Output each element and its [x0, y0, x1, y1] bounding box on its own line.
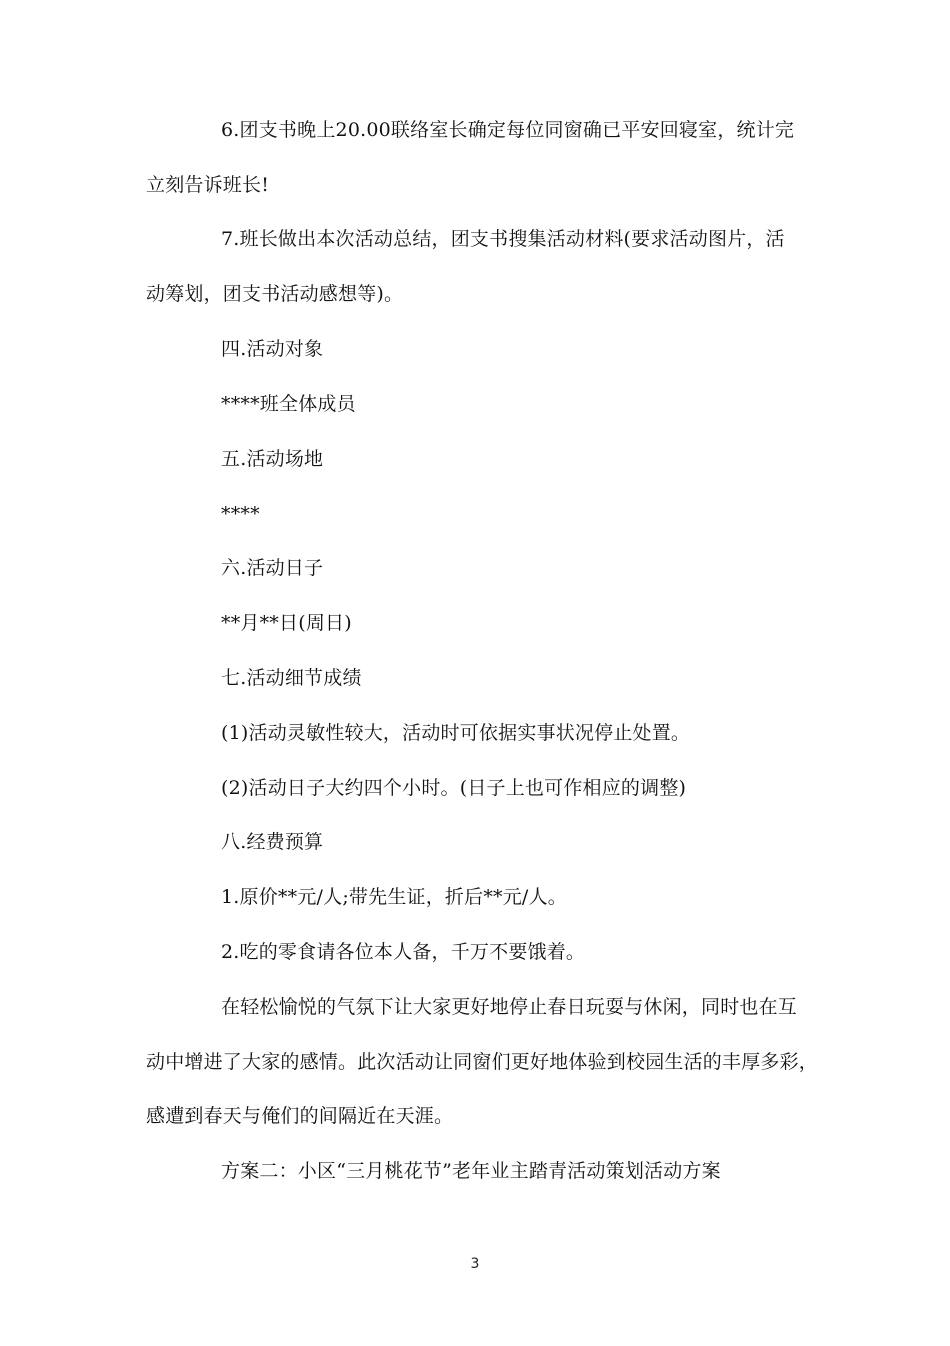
- paragraph-line: (1)活动灵敏性较大，活动时可依据实事状况停止处置。: [221, 722, 691, 744]
- paragraph-line: 1.原价**元/人;带先生证，折后**元/人。: [221, 886, 567, 908]
- section-heading: 六.活动日子: [221, 557, 324, 579]
- paragraph-line: ****: [221, 503, 260, 525]
- paragraph-line: 在轻松愉悦的气氛下让大家更好地停止春日玩耍与休闲，同时也在互: [221, 996, 798, 1018]
- section-heading: 四.活动对象: [221, 338, 324, 360]
- paragraph-line: 感遭到春天与俺们的间隔近在天涯。: [146, 1105, 454, 1127]
- paragraph-line: (2)活动日子大约四个小时。(日子上也可作相应的调整): [221, 777, 687, 799]
- paragraph-line: **月**日(周日): [221, 612, 352, 634]
- paragraph-line: 动筹划，团支书活动感想等)。: [146, 283, 404, 305]
- paragraph-line: 立刻告诉班长!: [146, 174, 270, 196]
- page-number: 3: [470, 1256, 480, 1272]
- paragraph-line: 方案二：小区“三月桃花节”老年业主踏青活动策划活动方案: [221, 1160, 721, 1182]
- paragraph-line: ****班全体成员: [221, 393, 356, 415]
- section-heading: 八.经费预算: [221, 831, 324, 853]
- section-heading: 七.活动细节成绩: [221, 667, 362, 689]
- paragraph-line: 动中增进了大家的感情。此次活动让同窗们更好地体验到校园生活的丰厚多彩，: [146, 1051, 819, 1073]
- paragraph-line: 6.团支书晚上20.00联络室长确定每位同窗确已平安回寝室，统计完: [221, 119, 795, 141]
- paragraph-line: 2.吃的零食请各位本人备，千万不要饿着。: [221, 941, 586, 963]
- paragraph-line: 7.班长做出本次活动总结，团支书搜集活动材料(要求活动图片，活: [221, 228, 785, 250]
- section-heading: 五.活动场地: [221, 448, 324, 470]
